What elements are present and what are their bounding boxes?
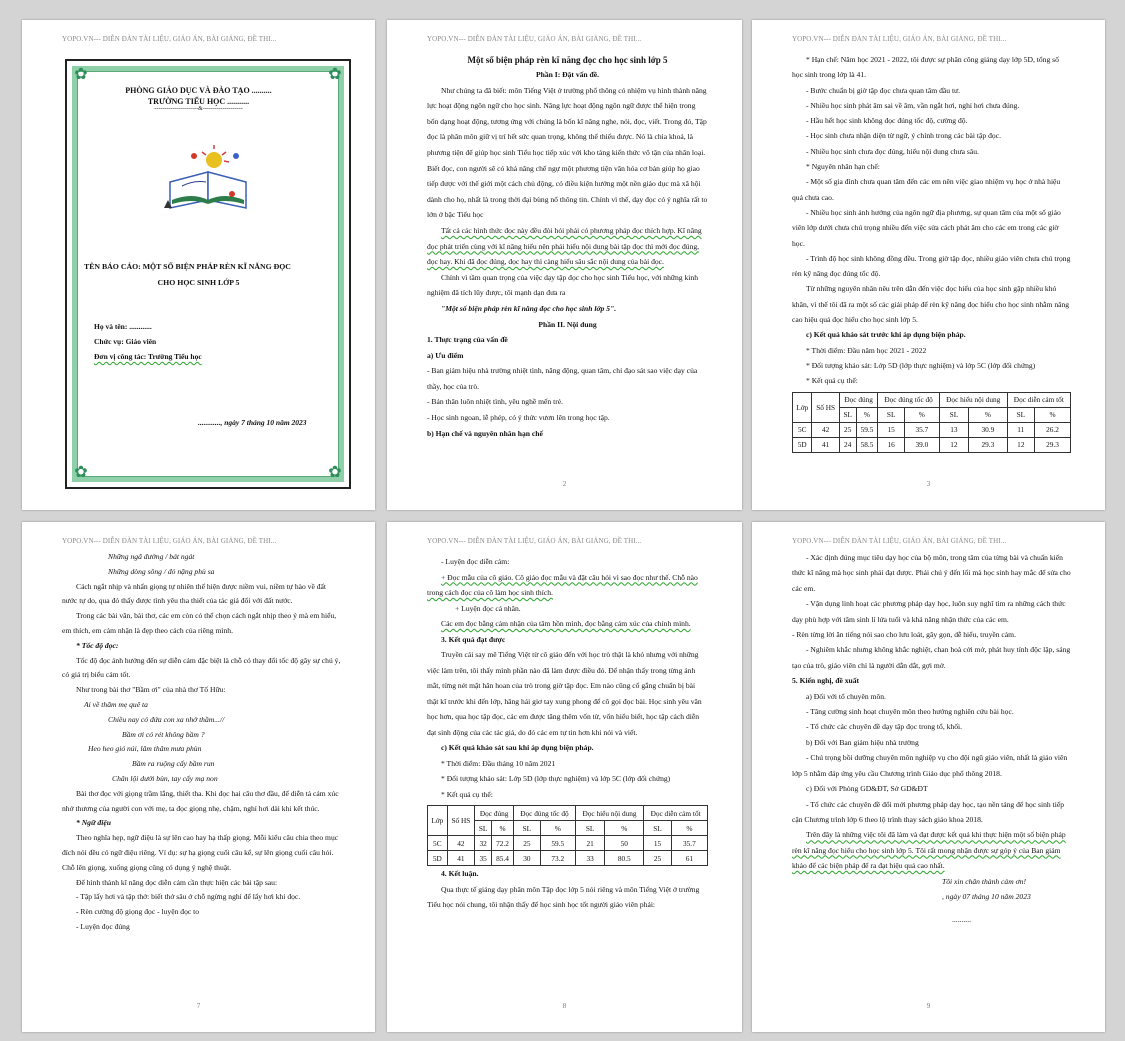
table-cell: 58.5 [856, 437, 878, 452]
report-title-line-1: TÊN BÁO CÁO: MỘT SỐ BIỆN PHÁP RÈN KĨ NĂNG ĐỌC [84, 262, 291, 271]
table-header: % [856, 407, 878, 422]
table-header: SL [575, 821, 605, 836]
subheading: 4. Kết luận. [441, 869, 479, 878]
verse: Những dòng sông / đỏ nặng phù sa [108, 566, 215, 576]
poem-line: Bầm ra ruộng cấy bầm run [132, 759, 215, 769]
table-cell: 85.4 [491, 851, 513, 866]
page-content [427, 54, 708, 441]
page-content [427, 554, 708, 913]
table-header: Đọc diễn cảm tốt [1007, 392, 1070, 407]
list-item: - Học sinh chưa nhận diện từ ngữ, ý chính trong các bài tập đọc. [806, 131, 1001, 141]
subheading: 5. Kiến nghị, đề xuất [792, 676, 860, 686]
table-cell: 16 [878, 437, 904, 452]
list-item: - Rèn từng lời ăn tiếng nói sao cho lưu loát, gãy gọn, dễ hiểu, truyền cảm. [792, 630, 1016, 640]
subheading: c) Kết quả khảo sát trước khi áp dụng biện pháp. [806, 330, 966, 340]
paragraph: Theo nghĩa hẹp, ngữ điệu là sự lên cao hay hạ thấp giọng. Mỗi kiểu câu chia theo mục đích nói đều có ngữ điệu riêng. Ví dụ: sự hạ giọng cuối câu kể, sự lên giọng cuối câu hỏi. Chỗ lên giọng, xuống giọng cũng có dụng ý nghệ thuật. [62, 833, 339, 872]
table-cell: 35.7 [671, 836, 707, 851]
subheading: * Tốc độ đọc: [76, 640, 119, 650]
table-cell: 41 [447, 851, 475, 866]
page-header: YOPO.VN--- DIỄN ĐÀN TÀI LIỆU, GIÁO ÁN, BÀI GIẢNG, ĐỀ THI... [792, 35, 1007, 43]
document-title: Một số biện pháp rèn kĩ năng đọc cho học sinh lớp 5 [467, 55, 668, 65]
list-item: - Tăng cường sinh hoạt chuyên môn theo hướng nghiên cứu bài học. [806, 707, 1014, 717]
corner-ornament-icon: ✿ [74, 66, 88, 83]
table-header: % [491, 821, 513, 836]
survey-table-after [427, 805, 708, 866]
table-header: Lớp [793, 392, 812, 422]
poem-line: Chiều nay có đứa con xa nhớ thầm...// [108, 714, 225, 724]
paragraph: Để hình thành kĩ năng đọc diễn cảm cần thực hiện các bài tập sau: [76, 877, 278, 887]
table-cell: 29.3 [1034, 437, 1070, 452]
list-item: + Đọc mẫu của cô giáo. Cô giáo đọc mẫu và đặt câu hỏi vì sao đọc như thế. Chỗ nào trong cách đọc của cô làm học sinh thích. [427, 572, 698, 597]
table-cell: 21 [575, 836, 605, 851]
table-header: % [671, 821, 707, 836]
table-header: Số HS [812, 392, 839, 422]
page-6 [752, 522, 1105, 1032]
thanks: Tôi xin chân thành cảm ơn! [942, 876, 1026, 886]
page-header: YOPO.VN--- DIỄN ĐÀN TÀI LIỆU, GIÁO ÁN, BÀI GIẢNG, ĐỀ THI... [62, 35, 277, 43]
table-cell: 24 [839, 437, 856, 452]
book-illustration [162, 142, 254, 214]
table-header: % [540, 821, 575, 836]
paragraph: Trên đây là những việc tôi đã làm và đạt được kết quả khi thực hiện một số biện pháp rèn kĩ năng đọc hiểu cho học sinh lớp 5. Tôi rất mong nhận được sự góp ý của Ban giám khảo để các biện pháp để ra đạt hiệu quả cao nhất. [792, 830, 1066, 871]
poem-line: Bầm ơi có rét không bầm ? [122, 729, 205, 739]
paragraph: * Kết quả cụ thể: [806, 376, 858, 386]
section-heading: Phần I: Đặt vấn đề. [535, 70, 600, 79]
poem-line: Chân lội dưới bùn, tay cấy mạ non [112, 773, 218, 783]
table-cell: 42 [812, 422, 839, 437]
table-cell: 30.9 [969, 422, 1008, 437]
page-4 [22, 522, 375, 1032]
table-cell: 25 [514, 836, 541, 851]
table-cell: 13 [939, 422, 968, 437]
paragraph: - Một số gia đình chưa quan tâm đến các em nên việc giao nhiệm vụ học ở nhà hiệu quả chưa cao. [792, 177, 1061, 202]
survey-table-before [792, 392, 1071, 453]
paragraph: Chính vì tầm quan trọng của việc dạy tập đọc cho học sinh Tiểu học, với những kinh nghiệm đã tích lũy được, tôi mạnh dạn đưa ra [427, 272, 699, 298]
table-cell: 59.5 [540, 836, 575, 851]
table-cell: 5C [793, 422, 812, 437]
table-cell: 5C [428, 836, 448, 851]
list-item: - Bản thân luôn nhiệt tình, yêu nghề mến trẻ. [427, 397, 564, 407]
table-cell: 61 [671, 851, 707, 866]
paragraph: * Thời điểm: Đầu tháng 10 năm 2021 [441, 758, 556, 768]
page-header: YOPO.VN--- DIỄN ĐÀN TÀI LIỆU, GIÁO ÁN, BÀI GIẢNG, ĐỀ THI... [427, 537, 642, 545]
table-cell: 72.2 [491, 836, 513, 851]
page-2 [387, 20, 742, 510]
cover-date: ............, ngày 7 tháng 10 năm 2023 [198, 418, 307, 427]
closing-date: , ngày 07 tháng 10 năm 2023 [942, 891, 1031, 901]
table-cell: 33 [575, 851, 605, 866]
page-number: 7 [196, 1002, 201, 1010]
verse: Những ngã đường / bát ngát [108, 552, 195, 561]
table-header: SL [839, 407, 856, 422]
table-header: SL [878, 407, 904, 422]
table-cell: 73.2 [540, 851, 575, 866]
list-item: - Rèn cường độ giọng đọc - luyện đọc to [76, 907, 200, 917]
table-cell: 12 [939, 437, 968, 452]
divider: ----------------------&-------------------- [154, 106, 243, 112]
table-cell: 15 [644, 836, 671, 851]
table-cell: 26.2 [1034, 422, 1070, 437]
report-title-line-2: CHO HỌC SINH LỚP 5 [157, 278, 240, 287]
list-item: - Vận dụng linh hoạt các phương pháp dạy học, luôn suy nghĩ tìm ra những cách thức dạy phù hợp với tâm sinh lí lứa tuổi và khả năng nhận thức của các em. [792, 599, 1066, 624]
paragraph: Cách ngắt nhịp và nhấn giọng tự nhiên thể hiện được niềm vui, niềm tự hào về đất nước tự do, qua đó thấy được tình yêu tha thiết của tác giả đối với đất nước. [62, 581, 327, 606]
list-item: - Hầu hết học sinh không đọc đúng tốc độ, cường độ. [806, 116, 968, 126]
paragraph: Như trong bài thơ "Bầm ơi" của nhà thơ Tố Hữu: [76, 685, 226, 695]
paragraph: - Trình độ học sinh không đồng đều. Trong giờ tập đọc, nhiều giáo viên chưa chú trọng rèn kỹ năng đọc đúng tốc độ. [792, 253, 1071, 279]
table-header: SL [1007, 407, 1034, 422]
author-position: Chức vụ: Giáo viên [94, 337, 157, 346]
page-5 [387, 522, 742, 1032]
table-row [793, 422, 1071, 437]
corner-ornament-icon: ✿ [328, 66, 342, 83]
poem-line: Heo heo gió núi, lâm thâm mưa phùn [88, 744, 202, 754]
table-cell: 50 [605, 836, 644, 851]
paragraph: Tốc độ đọc ảnh hưởng đến sự diễn cảm đặc biệt là chỗ có thay đổi tốc độ gây sự chú ý, có giá trị biểu cảm tốt. [62, 655, 341, 680]
list-item: * Nguyên nhân hạn chế: [806, 162, 880, 172]
table-header: % [904, 407, 939, 422]
page-1 [22, 20, 375, 510]
page-content [62, 550, 341, 935]
paragraph: * Thời điểm: Đầu năm học 2021 - 2022 [806, 345, 927, 355]
table-cell: 5D [793, 437, 812, 452]
table-header: Đọc đúng tốc độ [514, 806, 576, 821]
subheading: b) Hạn chế và nguyên nhân hạn chế [427, 428, 543, 438]
paragraph: Qua thực tế giảng dạy phân môn Tập đọc lớp 5 nói riêng và môn Tiếng Việt ở trường Tiểu học nói chung, tôi nhận thấy để học sinh học tốt người giáo viên phải: [427, 884, 700, 909]
subheading: c) Đối với Phòng GD&ĐT, Sở GD&ĐT [806, 784, 928, 794]
paragraph: * Hạn chế: Năm học 2021 - 2022, tôi được sự phân công giảng dạy lớp 5D, tổng số học sinh trong lớp là 41. [792, 55, 1059, 80]
table-cell: 12 [1007, 437, 1034, 452]
table-cell: 39.0 [904, 437, 939, 452]
paragraph: * Đối tượng khảo sát: Lớp 5D (lớp thực nghiệm) và lớp 5C (lớp đối chứng) [441, 774, 671, 783]
list-item: - Tổ chức các chuyên đề dạy tập đọc trong tổ, khối. [806, 722, 963, 732]
table-cell: 35 [475, 851, 492, 866]
paragraph: Tất cả các hình thức đọc này đều đòi hỏi phải có phương pháp đọc thích hợp. Kĩ năng đọc phát triển cùng với kĩ năng hiểu nên phải hiểu nội dung bài tập đọc thì mới đọc đúng, đọc hay. Khi đã đọc đúng, đọc hay thì càng hiểu sâu sắc nội dung của bài đọc. [427, 225, 702, 267]
table-header: % [1034, 407, 1070, 422]
subheading: a) Đối với tổ chuyên môn. [806, 691, 886, 701]
list-item: - Luyện đọc diễn cảm: [441, 557, 510, 566]
paragraph: * Kết quả cụ thể: [441, 789, 493, 799]
subheading: 1. Thực trạng của vấn đề [427, 335, 508, 345]
page-content [792, 52, 1071, 453]
page-content [792, 550, 1071, 928]
table-cell: 35.7 [904, 422, 939, 437]
closing-dots: .......... [952, 915, 971, 925]
author-name: Họ và tên: ............ [94, 322, 152, 331]
table-header: Đọc hiểu nội dung [939, 392, 1007, 407]
list-item: - Chú trọng bồi dưỡng chuyên môn nghiệp vụ cho đội ngũ giáo viên, nhất là giáo viên lớp 5 nhằm đáp ứng yêu cầu Chương trình Giáo dục phổ thông 2018. [792, 753, 1068, 778]
list-item: - Bước chuẩn bị giờ tập đọc chưa quan tâm đầu tư. [806, 85, 961, 95]
subheading: c) Kết quả khảo sát sau khi áp dụng biện pháp. [441, 743, 594, 752]
table-cell: 25 [644, 851, 671, 866]
paragraph: Truyền cái say mê Tiếng Việt từ cô giáo đến với học trò thật là khó nhưng với những việc làm trên, tôi thấy mình phần nào đã làm được điều đó. Để nhận thấy trong từng ánh mắt, từng nét mặt hân hoan của trò trong giờ tập đọc. Em nào cũng cố gắng chuẩn bị bài thật kĩ trước khi đến lớp, hăng hái giơ tay xung phong để cô gọi đọc bài. Học sinh yêu văn học hơn, qua học tập đọc, các em được tăng thêm vốn từ, vốn hiểu biết, học tập cách diễn đạt sinh động của các tác giả, do đó các em tự tin hơn khi nói và viết. [427, 650, 702, 737]
list-item: - Nghiêm khắc nhưng không khắc nghiệt, chan hoà cởi mở, phát huy tính độc lập, sáng tạo của trò, giáo viên chỉ là người dẫn dắt, gợi mở. [792, 645, 1071, 670]
corner-ornament-icon: ✿ [74, 464, 88, 481]
page-number: 3 [926, 480, 931, 488]
table-cell: 5D [428, 851, 448, 866]
table-cell: 42 [447, 836, 475, 851]
list-item: - Xác định đúng mục tiêu dạy học của bộ môn, trong tâm của từng bài và chuẩn kiến thức kĩ năng mà học sinh phải đạt được. Phải chú ý đến lối mà học sinh hay mắc để sửa cho các em. [792, 553, 1071, 593]
paragraph: - Nhiều học sinh ảnh hưởng của ngôn ngữ địa phương, sự quan tâm của một số giáo viên lớp dưới chưa chú trọng nhiều đến việc sửa cách phát âm cho các em trong các giờ học. [792, 207, 1061, 248]
subheading: 3. Kết quả đạt được [441, 634, 506, 644]
paragraph: "Một số biện pháp rèn kĩ năng đọc cho học sinh lớp 5". [441, 303, 617, 313]
page-3 [752, 20, 1105, 510]
list-item: - Ban giám hiệu nhà trường nhiệt tình, năng động, quan tâm, chỉ đạo sát sao việc dạy của thầy, học của trò. [427, 366, 698, 391]
table-header: SL [514, 821, 541, 836]
page-number: 8 [562, 1002, 567, 1010]
table-header: Số HS [447, 806, 475, 836]
table-header: SL [939, 407, 968, 422]
table-cell: 30 [514, 851, 541, 866]
table-header: % [969, 407, 1008, 422]
table-cell: 29.3 [969, 437, 1008, 452]
list-item: + Luyện đọc cá nhân. [455, 603, 521, 613]
table-header: Đọc đúng [475, 806, 514, 821]
table-header: Đọc diễn cảm tốt [644, 806, 708, 821]
paragraph: Bài thơ đọc với giọng trầm lắng, thiết tha. Khi đọc hai câu thơ đầu, để diễn tả cảm xúc nhớ thương của người con với mẹ, ta đọc giọng nhẹ, chậm, nghỉ hơi dài khi kết thúc. [62, 788, 339, 813]
table-cell: 32 [475, 836, 492, 851]
table-cell: 15 [878, 422, 904, 437]
subheading: * Ngữ điệu [76, 818, 111, 828]
department: PHÒNG GIÁO DỤC VÀ ĐÀO TẠO .......... [125, 86, 272, 95]
table-cell: 25 [839, 422, 856, 437]
table-cell: 80.5 [605, 851, 644, 866]
paragraph: Như chúng ta đã biết: môn Tiếng Việt ở trường phổ thông có nhiệm vụ hình thành năng lực hoạt động ngôn ngữ cho học sinh. Năng lực hoạt động ngôn ngữ được thể hiện trong bốn dạng hoạt động, tương ứng với chúng là bốn kĩ năng nghe, nói, đọc, viết. Trong đó, Tập đọc là phân môn giữ vị trí hết sức quan trọng, không thể thiếu được. Nó là chìa khoá, là phương tiện để giúp học sinh Tiểu học tiếp xúc với kho tàng kiến thức vô tận của nhân loại. Biết đọc, con người sẽ có khả năng chế ngự một phương tiện văn hóa cơ bản giúp họ giao tiếp được với thế giới một cách chủ động, có điều kiện hướng một nền giáo dục mà xã hội dành cho họ, nhất là trong thời đại bùng nổ thông tin. Chính vì thế, dạy đọc có ý nghĩa rất to lớn ở bậc Tiểu học [427, 85, 708, 220]
table-cell: 59.5 [856, 422, 878, 437]
subheading: b) Đối với Ban giám hiệu nhà trường [806, 737, 919, 747]
page-header: YOPO.VN--- DIỄN ĐÀN TÀI LIỆU, GIÁO ÁN, BÀI GIẢNG, ĐỀ THI... [427, 35, 642, 43]
paragraph: Trong các bài văn, bài thơ, các em còn có thể chọn cách ngắt nhịp theo ý mà em hiểu, em thích, em cảm nhận là đẹp theo cách của riêng mình. [62, 611, 337, 635]
school-name: TRƯỜNG TIỂU HỌC ........... [147, 97, 250, 106]
table-header: Đọc đúng [839, 392, 878, 407]
table-header: Đọc đúng tốc độ [878, 392, 939, 407]
table-row [428, 851, 708, 866]
table-header: SL [475, 821, 492, 836]
paragraph: Các em đọc bằng cảm nhận của tâm hồn mình, đọc bằng cảm xúc của chính mình. [441, 619, 691, 628]
table-cell: 11 [1007, 422, 1034, 437]
page-header: YOPO.VN--- DIỄN ĐÀN TÀI LIỆU, GIÁO ÁN, BÀI GIẢNG, ĐỀ THI... [792, 537, 1007, 545]
list-item: - Tập lấy hơi và tập thở: biết thở sâu ở chỗ ngừng nghỉ để lấy hơi khi đọc. [76, 892, 301, 902]
paragraph: * Đối tượng khảo sát: Lớp 5D (lớp thực nghiệm) và lớp 5C (lớp đối chứng) [806, 360, 1036, 370]
list-item: - Tổ chức các chuyên đề đổi mới phương pháp dạy học, tạo nền tảng để học sinh tiếp cận Chương trình lớp 6 theo lộ trình thay sách giáo khoa 2018. [792, 799, 1064, 824]
table-header: Lớp [428, 806, 448, 836]
table-cell: 41 [812, 437, 839, 452]
section-heading: Phần II. Nội dung [538, 319, 597, 329]
page-header: YOPO.VN--- DIỄN ĐÀN TÀI LIỆU, GIÁO ÁN, BÀI GIẢNG, ĐỀ THI... [62, 537, 277, 545]
table-header: Đọc hiểu nội dung [575, 806, 643, 821]
list-item: - Nhiều học sinh chưa đọc đúng, hiểu nội dung chưa sâu. [806, 146, 979, 156]
table-header: % [605, 821, 644, 836]
table-row [793, 437, 1071, 452]
page-number: 2 [562, 480, 567, 488]
list-item: - Luyện đọc đúng [76, 921, 130, 931]
table-row [428, 836, 708, 851]
list-item: - Nhiều học sinh phát âm sai về âm, vần ngắt hơi, nghỉ hơi chưa đúng. [806, 100, 1020, 110]
page-number: 9 [926, 1002, 931, 1010]
table-header: SL [644, 821, 671, 836]
corner-ornament-icon: ✿ [328, 464, 342, 481]
subheading: a) Ưu điểm [427, 350, 464, 360]
author-unit: Đơn vị công tác: Trường Tiểu học [94, 352, 202, 361]
list-item: - Học sinh ngoan, lễ phép, có ý thức vươn lên trong học tập. [427, 413, 610, 423]
poem-line: Ai về thăm mẹ quê ta [84, 699, 148, 709]
paragraph: Từ những nguyên nhân nêu trên dẫn đến việc đọc hiểu của học sinh gặp nhiều khó khăn, vì thế tôi đã ra một số các giải pháp để rèn kỹ năng đọc hiểu cho học sinh nhằm nâng cao hiệu quả đọc hiểu cho học sinh lớp 5. [792, 284, 1070, 325]
